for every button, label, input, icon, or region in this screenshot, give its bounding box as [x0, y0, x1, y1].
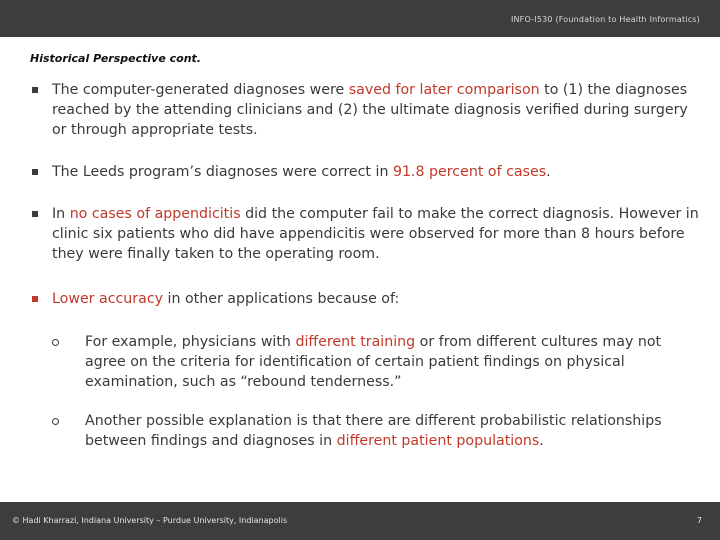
bullet-item [30, 80, 700, 140]
square-bullet-icon [32, 211, 38, 217]
sub-bullet-text: . [539, 433, 544, 449]
bullet-text: . [546, 164, 551, 180]
circle-bullet-icon [52, 339, 59, 346]
copyright-text: © Hadi Kharrazi, Indiana University – Purdue University, Indianapolis [12, 516, 288, 525]
sub-bullet-item [30, 411, 700, 451]
bullet-text: The Leeds program’s diagnoses were correct in [52, 164, 393, 180]
bullet-highlight: Lower accuracy [52, 291, 164, 307]
sub-bullet-highlight: different training [295, 334, 416, 350]
sub-bullet-text: or from different cultures may not agree on the criteria for identification of certain patient findings on physical examination, such as “rebound tenderness.” [85, 334, 662, 390]
page-number: 7 [696, 516, 702, 525]
sub-bullet-item [30, 332, 700, 392]
course-title: INFO-I530 (Foundation to Health Informatics) [510, 15, 700, 24]
header-bar [0, 0, 720, 37]
bullet-highlight: 91.8 percent of cases [392, 164, 547, 180]
square-bullet-icon [32, 169, 38, 175]
bullet-item [30, 162, 700, 182]
sub-bullet-text: For example, physicians with [85, 334, 296, 350]
sub-bullet-highlight: different patient populations [336, 433, 540, 449]
bullet-item [30, 289, 700, 309]
sub-bullet-text: Another possible explanation is that there are different probabilistic relationships between findings and diagnoses in [85, 413, 662, 449]
bullet-text: In [52, 206, 70, 222]
square-bullet-icon [32, 87, 38, 93]
bullet-item [30, 204, 700, 264]
circle-bullet-icon [52, 418, 59, 425]
slide-title: Historical Perspective cont. [30, 52, 201, 65]
bullet-highlight: saved for later comparison [348, 82, 540, 98]
bullet-text: The computer-generated diagnoses were [52, 82, 349, 98]
bullet-text: in other applications because of: [163, 291, 400, 307]
bullet-text: did the computer fail to make the correct diagnosis. However in clinic six patients who did have appendicitis were observed for more than 8 hours before they were finally taken to the operating room. [52, 206, 699, 262]
footer-bar [0, 502, 720, 540]
square-bullet-icon [32, 296, 38, 302]
bullet-highlight: no cases of appendicitis [69, 206, 241, 222]
bullet-list [30, 80, 700, 451]
bullet-text: to (1) the diagnoses reached by the attending clinicians and (2) the ultimate diagnosis verified during surgery or through appropriate tests. [52, 82, 688, 138]
